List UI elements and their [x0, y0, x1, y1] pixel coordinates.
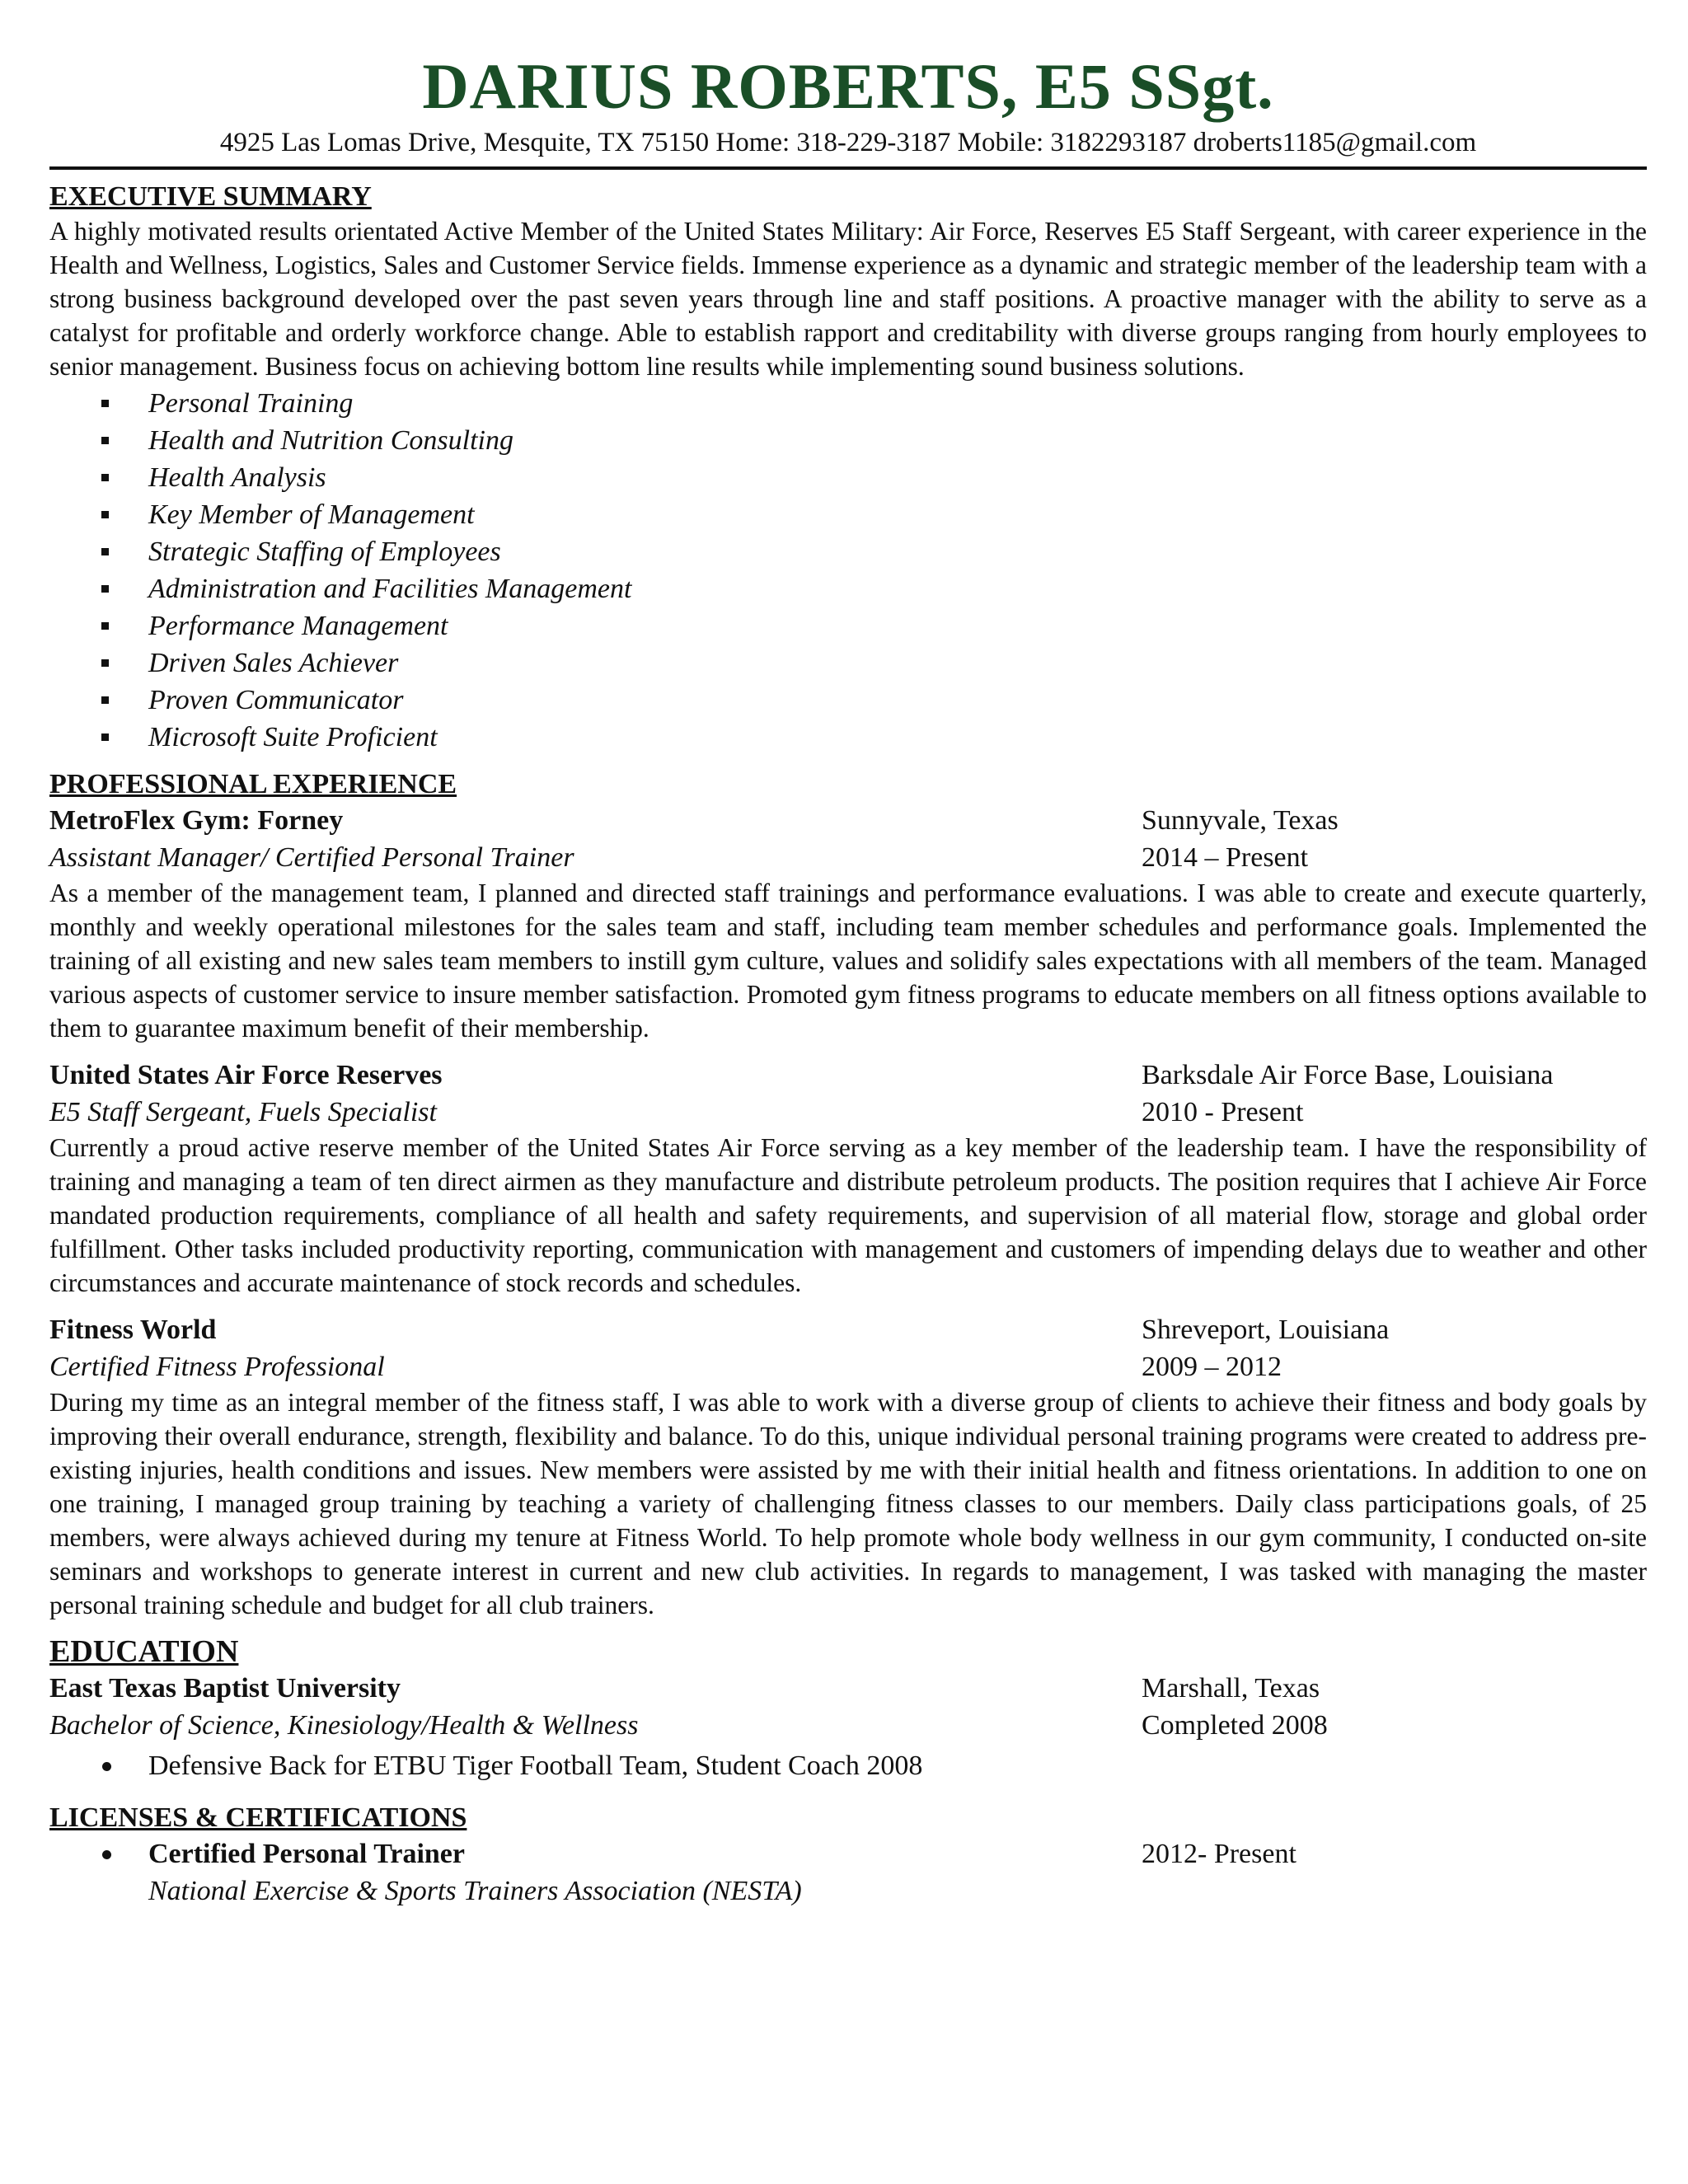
section-heading-experience: PROFESSIONAL EXPERIENCE [49, 769, 457, 799]
school-location: Marshall, Texas [1142, 1673, 1320, 1704]
completion-date: Completed 2008 [1142, 1710, 1328, 1741]
job-employer: United States Air Force Reserves [49, 1060, 443, 1090]
round-bullet-icon [102, 1762, 111, 1771]
contact-line: 4925 Las Lomas Drive, Mesquite, TX 75150 Home: 318-229-3187 Mobile: 3182293187 droberts1185@gmail.com [219, 128, 1477, 157]
job-entry [49, 1057, 1647, 1300]
skill-item: Health and Nutrition Consulting [49, 422, 1647, 459]
school-name: East Texas Baptist University [49, 1673, 401, 1704]
skill-item: Microsoft Suite Proficient [49, 719, 1647, 756]
square-bullet-icon [101, 659, 109, 667]
section-heading-education: EDUCATION [49, 1634, 239, 1669]
job-description: As a member of the management team, I planned and directed staff trainings and performance evaluations. I was able to create and execute quarterly, monthly and weekly operational milestones for the sales team and staff, including team member schedules and performance goals. Implemented the training of all existing and new sales team members to instill gym culture, values and solidify sales expectations with all members of the team. Managed various aspects of customer service to insure member satisfaction. Promoted gym fitness programs to educate members on all fitness options available to them to guarantee maximum benefit of their membership. [49, 879, 1647, 1043]
job-employer: MetroFlex Gym: Forney [49, 805, 344, 836]
job-location: Shreveport, Louisiana [1142, 1315, 1390, 1345]
square-bullet-icon [101, 474, 109, 481]
job-location: Sunnyvale, Texas [1142, 805, 1339, 836]
skill-item: Proven Communicator [49, 682, 1647, 719]
certification-dates: 2012- Present [1142, 1839, 1296, 1869]
job-employer: Fitness World [49, 1315, 217, 1345]
square-bullet-icon [101, 585, 109, 593]
skill-item: Administration and Facilities Management [49, 570, 1647, 607]
job-description: During my time as an integral member of the fitness staff, I was able to work with a diverse group of clients to achieve their fitness and body goals by improving their overall endurance, strength, flexibility and balance. To do this, unique individual personal training programs were created to address pre-existing injuries, health conditions and issues. New members were assisted by me with their initial health and fitness orientations. In addition to one on one training, I managed group training by teaching a variety of challenging fitness classes to our members. Daily class participations goals, of 25 members, were always achieved during my tenure at Fitness World. To help promote whole body wellness in our gym community, I conducted on-site seminars and workshops to generate interest in current and new club activities. In regards to management, I was tasked with managing the master personal training schedule and budget for all club trainers. [49, 1388, 1647, 1619]
square-bullet-icon [101, 733, 109, 741]
skill-item: Health Analysis [49, 459, 1647, 496]
job-entry [49, 802, 1647, 1045]
square-bullet-icon [101, 511, 109, 518]
job-title: Assistant Manager/ Certified Personal Trainer [49, 842, 574, 873]
section-heading-certifications: LICENSES & CERTIFICATIONS [49, 1802, 467, 1833]
job-title: Certified Fitness Professional [49, 1352, 385, 1382]
skill-item: Driven Sales Achiever [49, 644, 1647, 682]
certification-name: Certified Personal Trainer [148, 1839, 465, 1869]
summary-paragraph: A highly motivated results orientated Active Member of the United States Military: Air Force, Reserves E5 Staff Sergeant, with career experience in the Health and Wellness, Logistics, Sales and Customer Service fields. Immense experience as a dynamic and strategic member of the leadership team with a strong business background developed over the past seven years through line and staff positions. A proactive manager with the ability to serve as a catalyst for profitable and orderly workforce change. Able to establish rapport and creditability with diverse groups ranging from hourly employees to senior management. Business focus on achieving bottom line results while implementing sound business solutions. [49, 217, 1647, 381]
job-location: Barksdale Air Force Base, Louisiana [1142, 1060, 1554, 1090]
degree: Bachelor of Science, Kinesiology/Health & Wellness [49, 1710, 639, 1741]
certification-issuer: National Exercise & Sports Trainers Association (NESTA) [148, 1876, 802, 1906]
job-entry [49, 1311, 1647, 1622]
resume-page [49, 0, 1647, 1910]
job-dates: 2014 – Present [1142, 842, 1309, 873]
skills-list [49, 385, 1647, 756]
skill-item: Key Member of Management [49, 496, 1647, 533]
skill-item: Performance Management [49, 607, 1647, 644]
round-bullet-icon [102, 1850, 111, 1859]
job-dates: 2010 - Present [1142, 1097, 1304, 1127]
square-bullet-icon [101, 696, 109, 704]
candidate-name: DARIUS ROBERTS, E5 SSgt. [422, 50, 1274, 122]
square-bullet-icon [101, 400, 109, 407]
skill-item: Strategic Staffing of Employees [49, 533, 1647, 570]
job-title: E5 Staff Sergeant, Fuels Specialist [49, 1097, 437, 1127]
square-bullet-icon [101, 437, 109, 444]
square-bullet-icon [101, 548, 109, 555]
education-activity: Defensive Back for ETBU Tiger Football Team, Student Coach 2008 [49, 1747, 1647, 1784]
header-divider [49, 166, 1647, 170]
job-dates: 2009 – 2012 [1142, 1352, 1282, 1382]
section-heading-summary: EXECUTIVE SUMMARY [49, 181, 372, 212]
job-description: Currently a proud active reserve member of the United States Air Force serving as a key member of the leadership team. I have the responsibility of training and managing a team of ten direct airmen as they manufacture and distribute petroleum products. The position requires that I achieve Air Force mandated production requirements, compliance of all health and safety requirements, and supervision of all material flow, storage and global order fulfillment. Other tasks included productivity reporting, communication with management and customers of impending delays due to weather and other circumstances and accurate maintenance of stock records and schedules. [49, 1133, 1647, 1297]
certification-item [49, 1835, 1647, 1872]
skill-item: Personal Training [49, 385, 1647, 422]
square-bullet-icon [101, 622, 109, 630]
